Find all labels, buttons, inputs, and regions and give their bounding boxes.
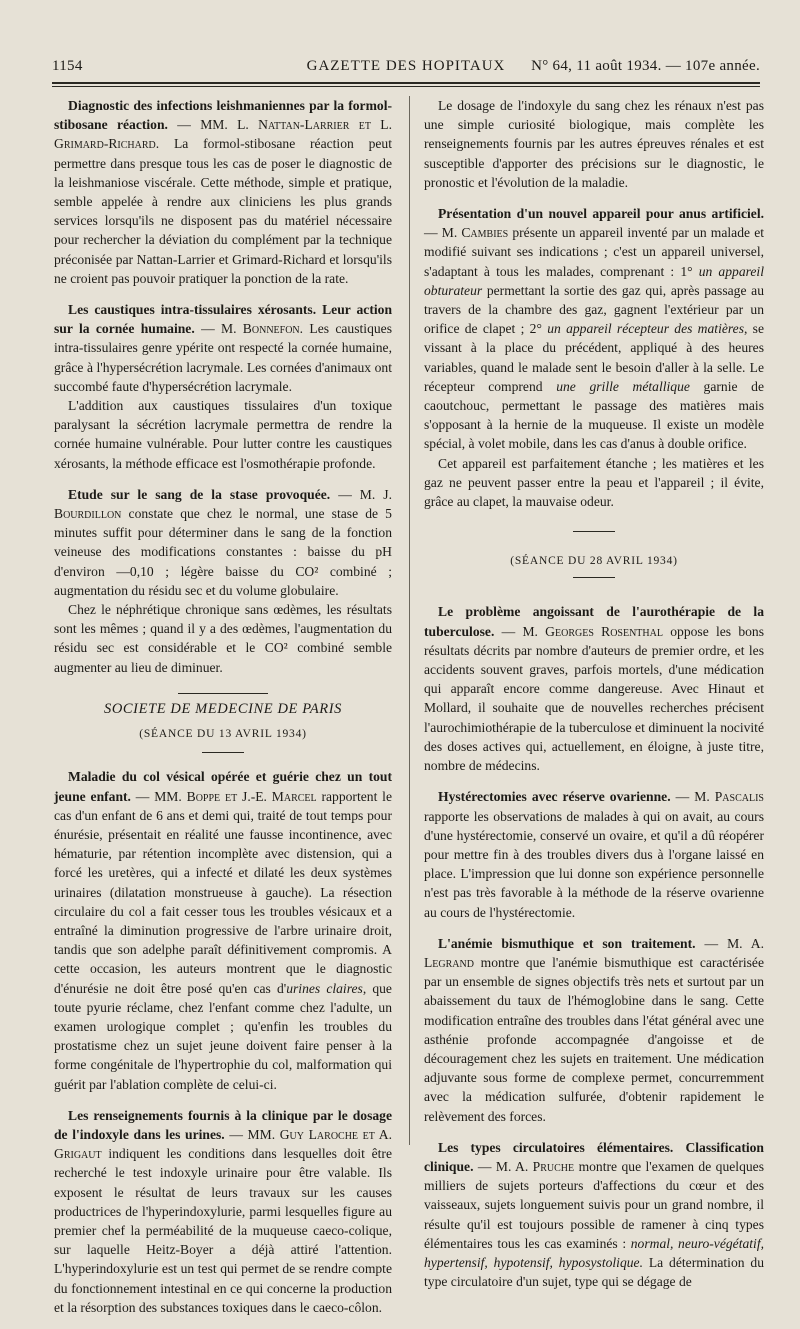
article-paragraph xyxy=(54,1106,392,1317)
society-heading: SOCIETE DE MEDECINE DE PARIS xyxy=(103,700,343,717)
article-authors: — M. A. Pruche xyxy=(477,1158,575,1174)
article-body: montre que l'anémie bismuthique est caractérisée par un ensemble de signes objectifs très nets et surtout par un abaissement du taux de l'hémoglobine dans le sang. Cette modification entraîne des troubles dans l'état général avec une asthénie profonde accompagnée d'angoisse et de découragement chez les sujets en traitement. Une médication adjuvante sous forme de complexe permet, concurremment avec la médication sulfurée, d'obtenir rapidement le relèvement des forces. xyxy=(424,954,764,1124)
article-stase xyxy=(54,485,392,677)
article-authors: — MM. Guy Laroche et A. Grigaut xyxy=(54,1126,392,1162)
article-title: Présentation d'un nouvel appareil pour anus artificiel. xyxy=(438,206,764,222)
article-anus-artificiel xyxy=(424,204,764,511)
article-indoxyle-urines xyxy=(54,1106,392,1317)
article-authors: — M. J. Bourdillon xyxy=(54,486,392,522)
article-title: Les types circulatoires élémentaires. Classification clinique. xyxy=(424,1139,764,1174)
journal-title: GAZETTE DES HOPITAUX xyxy=(306,58,506,74)
article-body: La détermination du type circulatoire d'un sujet, type qui se dégage de xyxy=(424,1254,765,1290)
article-italic: normal, neuro-végétatif, hypertensif, hypotensif, hyposystolique. xyxy=(424,1235,764,1270)
article-body: constate que chez le normal, une stase de 5 minutes suffit pour déterminer dans le sang de la fonction veineuse des modifications constantes : baisse du pH d'environ —0,10 ; légère baisse du CO² combiné ; augmentation du résidu sec et du volume globulaire. xyxy=(54,506,392,598)
article-paragraph xyxy=(54,300,392,396)
article-paragraph xyxy=(54,767,392,1093)
short-rule xyxy=(202,752,244,753)
article-authors: — M. Bonnefon. xyxy=(201,321,304,337)
session-date: (SÉANCE DU 28 AVRIL 1934) xyxy=(510,555,678,568)
section-rule xyxy=(178,693,268,694)
article-paragraph xyxy=(424,204,764,454)
article-authors: — M. A. Legrand xyxy=(424,935,764,970)
article-italic: urines claires xyxy=(286,980,363,996)
article-authors: — M. Georges Rosenthal xyxy=(501,623,663,639)
short-rule xyxy=(573,531,615,532)
article-body: rapportent le cas d'un enfant de 6 ans et demi qui, traité de tout temps pour énurésie, présentait en réalité une fausse incontinence, avec hématurie, par rétention incomplète avec distension, qui a forcé les uretères, qui a infecté et dilaté les deux systèmes urinaires (dilatation monstrueuse à gauche). La résection circulaire du col a fait cesser tous les troubles vésicaux et a entraîné la diminution progressive de l'arbre urinaire droit, tandis que son adelphe paraît définitivement compromis. A cette occasion, les auteurs montrent que le diagnostic d'énurésie ne doit être posé qu'en cas d' xyxy=(54,788,392,996)
article-title: Diagnostic des infections leishmaniennes par la formol-stibosane réaction. xyxy=(54,98,392,133)
article-title: L'anémie bismuthique et son traitement. xyxy=(438,935,696,951)
article-body: garnie de caoutchouc, permettant le passage des matières mais s'opposant à la hernie de la muqueuse. Il existe un modèle spécial, à volet mobile, dans les cas d'anus à double orifice. xyxy=(424,378,764,452)
left-column xyxy=(54,96,392,1329)
running-header xyxy=(52,58,760,80)
article-body: , se vissant à la place du précédent, appliqué à des heures variables, quand le malade sent le besoin d'aller à la selle. Le récepteur comprend xyxy=(424,321,765,394)
issue-info: N° 64, 11 août 1934. — 107e année. xyxy=(531,58,760,74)
article-title: Les caustiques intra-tissulaires xérosants. Leur action sur la cornée humaine. xyxy=(54,302,392,337)
article-italic: un appareil récepteur des matières xyxy=(547,321,744,337)
article-title: Hystérectomies avec réserve ovarienne. xyxy=(438,789,671,805)
article-body: oppose les bons résultats décrits par nombre d'auteurs de premier ordre, et les accidents souvent graves, parfois mortels, d'une médication qui apparaît encore comme dangereuse. Avec Hinaut et Mollard, il souhaite que de nouvelles recherches précisent l'aurochimiothérapie de la tuberculose et diminuent la nocivité des doses actives qui, actuellement, en éloigne, à juste titre, nombre de médecins. xyxy=(424,623,764,774)
article-italic: un appareil obturateur xyxy=(424,263,764,298)
article-authors: — MM. L. Nattan-Larrier et L. Grimard-Richard. xyxy=(54,117,392,152)
article-paragraph xyxy=(54,96,392,288)
right-column xyxy=(424,96,764,1303)
article-aurotherapie xyxy=(424,602,764,775)
article-authors: — M. Cambies xyxy=(424,225,509,241)
article-paragraph: Le dosage de l'indoxyle du sang chez les rénaux n'est pas une simple curiosité biologique, mais complète les renseignements fournis par les autres épreuves rénales et est susceptible d'apporter des précisions sur le diagnostic, le pronostic et l'évolution de la maladie. xyxy=(424,98,764,190)
article-italic: une grille métallique xyxy=(556,378,690,394)
article-paragraph: Chez le néphrétique chronique sans œdèmes, les résultats sont les mêmes ; quand il y a des œdèmes, l'augmentation du résidu sec est considérable et le CO² combiné semble augmenter au lieu de diminuer. xyxy=(54,602,392,675)
article-body: rapporte les observations de malades à qui on avait, au cours d'une hystérectomie, conservé un ovaire, et qu'il a dû réopérer pour mettre fin à des troubles divers dus à l'organe laissé en place. L'impression que lui donne son expérience personnelle n'est pas très favorable à la méthode de la réserve ovarienne au cours de l'hystérectomie. xyxy=(424,808,764,920)
article-title: Etude sur le sang de la stase provoquée. xyxy=(68,486,331,502)
article-body: , que toute pyurie réclame, chez l'enfant comme chez l'adulte, un examen urologique complet ; qu'enfin les troubles du prostatisme chez un sujet jeune doivent faire penser à la forme congénitale de l'hypertrophie du col, malformation qui guérit par l'ablation complète de celui-ci. xyxy=(54,980,392,1092)
article-paragraph xyxy=(424,934,764,1126)
article-paragraph: L'addition aux caustiques tissulaires d'un toxique paralysant la sécrétion lacrymale permettra de rendre la cornée humaine vulnérable. Pour lutter contre les caustiques xérosants, la méthode efficace est l'osmothérapie profonde. xyxy=(54,398,392,471)
article-hysterectomies xyxy=(424,787,764,921)
article-body: indiquent les conditions dans lesquelles doit être recherché le test indoxyle urinaire pour être valable. Ils exposent le résultat de leurs travaux sur les causes productrices de l'hyperindoxylurie, parmi lesquelles figure au premier chef la perméabilité de la muqueuse caeco-colique, sur laquelle Heitz-Boyer a déjà attiré l'attention. L'hyperindoxylurie est un test qui permet de se rendre compte du fonctionnement intestinal en ce qui concerne la production et la résorption des substances toxiques dans le caeco-côlon. xyxy=(54,1146,392,1315)
article-leishmaniose xyxy=(54,96,392,288)
article-title: Maladie du col vésical opérée et guérie chez un tout jeune enfant. xyxy=(54,769,392,804)
article-authors: — M. Pascalis xyxy=(675,789,764,805)
article-title: Le problème angoissant de l'aurothérapie de la tuberculose. xyxy=(424,604,764,639)
article-paragraph xyxy=(54,485,392,600)
article-body: permettant la sortie des gaz qui, après passage au travers de la chambre des gaz, gagnent l'extérieur par un orifice de clapet ; 2° xyxy=(424,282,764,337)
article-anemie-bismuthique xyxy=(424,934,764,1126)
article-authors: — MM. Boppe et J.-E. Marcel xyxy=(135,788,317,804)
article-title: Les renseignements fournis à la clinique par le dosage de l'indoxyle dans les urines. xyxy=(54,1107,392,1142)
short-rule xyxy=(573,577,615,578)
article-body: montre que l'examen de quelques milliers de sujets porteurs d'affections du cœur et des vaisseaux, sujets longuement suivis pour un grand nombre, il résulte qu'il est toujours possible de ramener à cinq types élémentaires tous les cas examinés : xyxy=(424,1158,764,1251)
article-indoxyle-sang xyxy=(424,96,764,192)
article-paragraph xyxy=(424,602,764,775)
article-types-circulatoires xyxy=(424,1138,764,1292)
header-rule-thin xyxy=(52,86,760,87)
article-body: Les caustiques intra-tissulaires genre ypérite ont respecté la cornée humaine, grâce à l'hypersécrétion lacrymale. Les cornées d'animaux ont succombé faute d'hypersécrétion lacrymale. xyxy=(54,321,392,394)
article-caustiques xyxy=(54,300,392,473)
session-date: (SÉANCE DU 13 AVRIL 1934) xyxy=(139,728,307,741)
header-rule xyxy=(52,82,760,84)
column-separator xyxy=(409,96,410,1145)
article-paragraph xyxy=(424,1138,764,1292)
article-paragraph xyxy=(424,787,764,921)
article-body: présente un appareil inventé par un malade et modifié suivant ses indications ; c'est un appareil universel, s'adaptant à tous les malades, comprenant : 1° xyxy=(424,225,764,279)
article-col-vesical xyxy=(54,767,392,1093)
article-body: La formol-stibosane réaction peut permettre dans presque tous les cas de poser le diagnostic de la leishmaniose viscérale. Cette méthode, simple et pratique, semble appelée à rendre aux cliniciens les plus grands services lorsqu'ils ne disposent pas du matériel nécessaire pour rechercher la déviation du complément par la technique préconisée par Nattan-Larrier et Grimard-Richard et lorsqu'ils ne croient pas pouvoir pratiquer la ponction de la rate. xyxy=(54,136,393,286)
page-number: 1154 xyxy=(52,58,83,74)
article-paragraph: Cet appareil est parfaitement étanche ; les matières et les gaz ne peuvent passer entre la peau et l'appareil ; il évite, grâce au clapet, la mauvaise odeur. xyxy=(424,455,764,510)
